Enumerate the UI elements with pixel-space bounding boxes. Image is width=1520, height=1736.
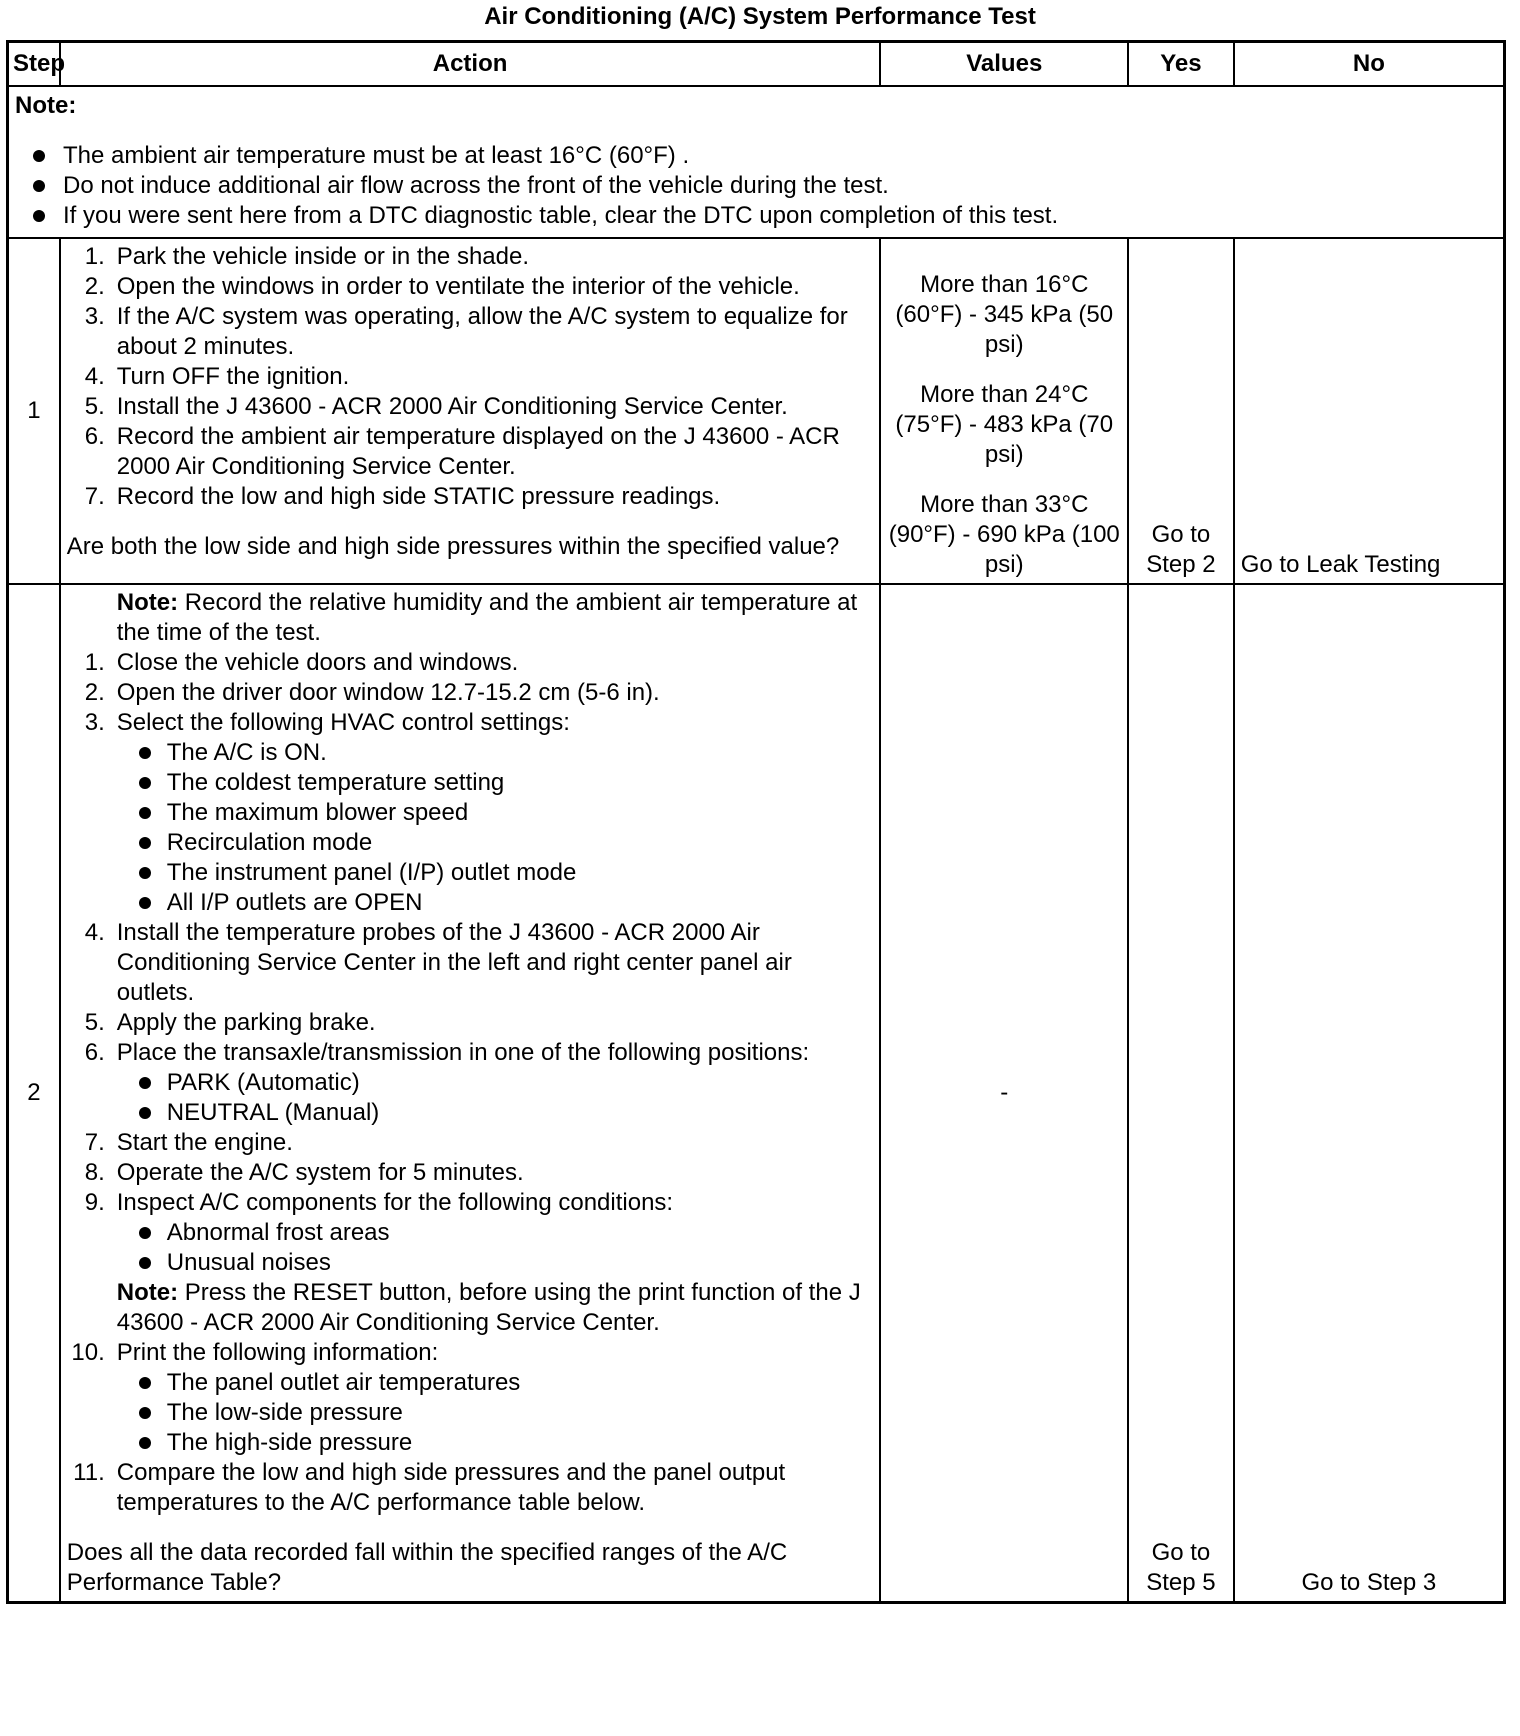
value-item: More than 33°C (90°F) - 690 kPa (100 psi) xyxy=(888,491,1120,578)
list-item: 1. Park the vehicle inside or in the shade. xyxy=(84,243,530,270)
header-yes: Yes xyxy=(1128,42,1234,87)
step-number: 2 xyxy=(8,584,60,1603)
list-item: The panel outlet air temperatures xyxy=(117,1368,874,1398)
table-row-step-2 xyxy=(8,584,1505,1603)
list-item: The maximum blower speed xyxy=(117,798,874,828)
list-item: 3. If the A/C system was operating, allow the A/C system to equalize for about 2 minutes. xyxy=(84,303,848,360)
note-row xyxy=(8,86,1505,238)
list-item: 5. Apply the parking brake. xyxy=(84,1009,376,1036)
action-cell xyxy=(60,238,881,584)
action-cell xyxy=(60,584,881,1603)
list-item: The ambient air temperature must be at least 16°C (60°F) . xyxy=(15,141,1497,171)
list-item: 10. Print the following information: The panel outlet air temperatures The low-side pressure The high-side pressure xyxy=(67,1338,874,1458)
list-item: PARK (Automatic) xyxy=(117,1068,874,1098)
yes-cell: Go to Step 2 xyxy=(1128,238,1234,584)
list-item: 6. Place the transaxle/transmission in one of the following positions: PARK (Automatic) NEUTRAL (Manual) xyxy=(67,1038,874,1128)
value-item: More than 16°C (60°F) - 345 kPa (50 psi) xyxy=(895,271,1114,358)
step-number: 1 xyxy=(8,238,60,584)
values-cell: - xyxy=(880,584,1128,1603)
step-question: Are both the low side and high side pressures within the specified value? xyxy=(66,533,840,560)
header-step: Step xyxy=(8,42,60,87)
list-item: 6. Record the ambient air temperature displayed on the J 43600 - ACR 2000 Air Conditioning Service Center. xyxy=(84,423,840,480)
list-item: 3. Select the following HVAC control settings: The A/C is ON. The coldest temperature setting The maximum blower speed Recirculation mode The instrument panel (I/P) outlet mode All I/P outlets are OPEN xyxy=(67,708,874,918)
list-item: 2. Open the windows in order to ventilate the interior of the vehicle. xyxy=(84,273,800,300)
list-item: Do not induce additional air flow across the front of the vehicle during the test. xyxy=(15,171,1497,201)
values-cell xyxy=(880,238,1128,584)
list-item: All I/P outlets are OPEN xyxy=(117,888,874,918)
list-item: 2. Open the driver door window 12.7-15.2 cm (5-6 in). xyxy=(84,679,660,706)
list-item: Abnormal frost areas xyxy=(117,1218,874,1248)
table-header-row xyxy=(8,42,1505,87)
value-item: More than 24°C (75°F) - 483 kPa (70 psi) xyxy=(895,381,1114,468)
yes-cell: Go to Step 5 xyxy=(1128,584,1234,1603)
list-item: The A/C is ON. xyxy=(117,738,874,768)
list-item: 9. Inspect A/C components for the following conditions: Abnormal frost areas Unusual noises xyxy=(67,1188,874,1278)
list-item: 7. Record the low and high side STATIC pressure readings. xyxy=(84,483,721,510)
list-item: NEUTRAL (Manual) xyxy=(117,1098,874,1128)
list-item: 7. Start the engine. xyxy=(84,1129,293,1156)
list-item: The high-side pressure xyxy=(117,1428,874,1458)
header-no: No xyxy=(1234,42,1505,87)
list-item: Unusual noises xyxy=(117,1248,874,1278)
note-list xyxy=(15,141,1497,231)
list-item: If you were sent here from a DTC diagnostic table, clear the DTC upon completion of this test. xyxy=(15,201,1497,231)
header-action: Action xyxy=(60,42,881,87)
list-item: 5. Install the J 43600 - ACR 2000 Air Conditioning Service Center. xyxy=(84,393,788,420)
page-title: Air Conditioning (A/C) System Performance Test xyxy=(484,3,1036,30)
list-item: 8. Operate the A/C system for 5 minutes. xyxy=(84,1159,524,1186)
performance-test-table xyxy=(6,40,1506,1604)
header-values: Values xyxy=(880,42,1128,87)
no-cell: Go to Leak Testing xyxy=(1234,238,1505,584)
list-item: The instrument panel (I/P) outlet mode xyxy=(117,858,874,888)
no-cell: Go to Step 3 xyxy=(1234,584,1505,1603)
list-item: 4. Install the temperature probes of the J 43600 - ACR 2000 Air Conditioning Service Center in the left and right center panel air outlets. xyxy=(84,919,792,1006)
list-item: 11. Compare the low and high side pressures and the panel output temperatures to the A/C performance table below. xyxy=(73,1459,786,1516)
inline-note: Note: Press the RESET button, before using the print function of the J 43600 - ACR 2000 Air Conditioning Service Center. xyxy=(116,1279,861,1336)
table-row-step-1 xyxy=(8,238,1505,584)
list-item: Recirculation mode xyxy=(117,828,874,858)
inline-note: Note: Record the relative humidity and the ambient air temperature at the time of the test. xyxy=(116,589,858,646)
list-item: 4. Turn OFF the ignition. xyxy=(84,363,350,390)
list-item: 1. Close the vehicle doors and windows. xyxy=(84,649,519,676)
note-label: Note: xyxy=(15,92,77,119)
step-question: Does all the data recorded fall within the specified ranges of the A/C Performance Table? xyxy=(66,1539,788,1596)
list-item: The low-side pressure xyxy=(117,1398,874,1428)
list-item: The coldest temperature setting xyxy=(117,768,874,798)
